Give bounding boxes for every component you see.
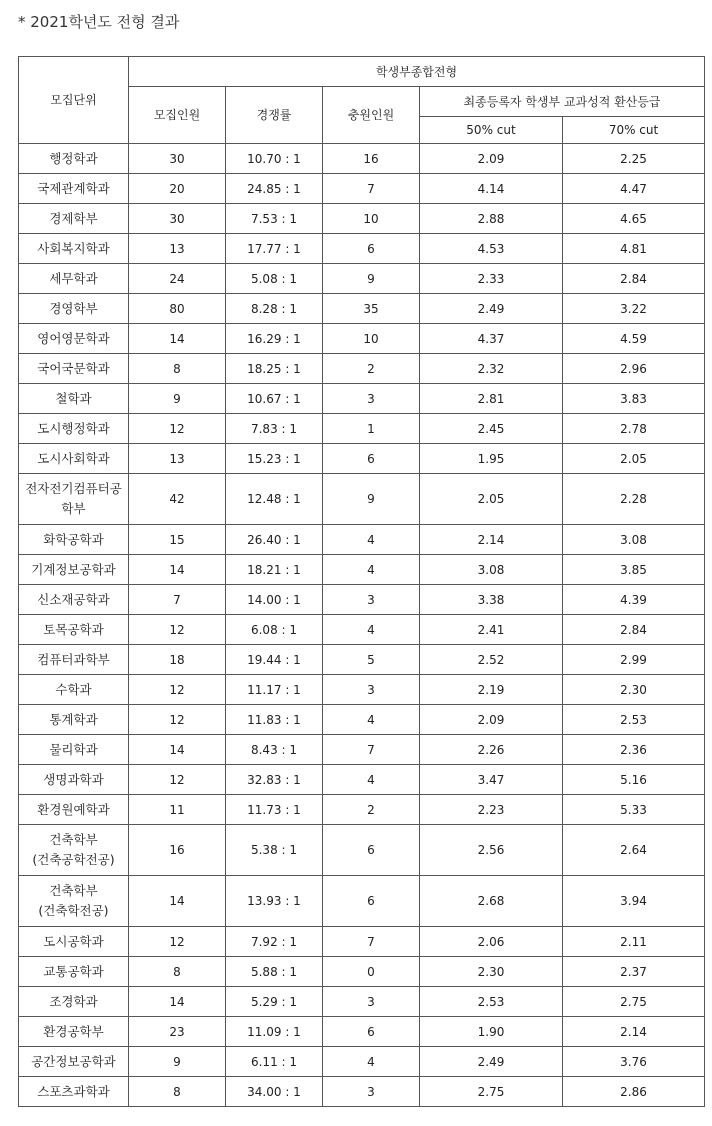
- ratio-cell: 19.44 : 1: [226, 645, 323, 675]
- table-body: [19, 144, 705, 1107]
- table-row: [19, 474, 705, 525]
- quota-cell: 12: [129, 414, 226, 444]
- page-caption: * 2021학년도 전형 결과: [18, 13, 180, 31]
- cut50-cell: 3.38: [420, 585, 563, 615]
- waitlist-cell: 6: [323, 825, 420, 876]
- ratio-cell: 18.25 : 1: [226, 354, 323, 384]
- ratio-cell: 10.67 : 1: [226, 384, 323, 414]
- cut50-cell: 2.49: [420, 1047, 563, 1077]
- quota-cell: 14: [129, 324, 226, 354]
- table-row: [19, 1047, 705, 1077]
- cut50-cell: 2.26: [420, 735, 563, 765]
- unit-cell: 경영학부: [19, 294, 129, 324]
- ratio-cell: 7.92 : 1: [226, 927, 323, 957]
- cut70-cell: 2.30: [563, 675, 705, 705]
- unit-cell: 철학과: [19, 384, 129, 414]
- waitlist-cell: 3: [323, 675, 420, 705]
- quota-cell: 12: [129, 615, 226, 645]
- cut70-cell: 2.99: [563, 645, 705, 675]
- waitlist-cell: 7: [323, 174, 420, 204]
- table-row: [19, 144, 705, 174]
- cut50-cell: 2.75: [420, 1077, 563, 1107]
- cut70-cell: 3.94: [563, 876, 705, 927]
- table-row: [19, 414, 705, 444]
- waitlist-cell: 16: [323, 144, 420, 174]
- cut70-cell: 3.83: [563, 384, 705, 414]
- table-row: [19, 957, 705, 987]
- unit-cell: 건축학부(건축학전공): [19, 876, 129, 927]
- ratio-cell: 12.48 : 1: [226, 474, 323, 525]
- table-row: [19, 825, 705, 876]
- cut50-cell: 4.37: [420, 324, 563, 354]
- table-row: [19, 354, 705, 384]
- cut50-cell: 2.32: [420, 354, 563, 384]
- table-row: [19, 294, 705, 324]
- quota-cell: 14: [129, 555, 226, 585]
- cut50-cell: 2.88: [420, 204, 563, 234]
- table-row: [19, 525, 705, 555]
- unit-cell: 물리학과: [19, 735, 129, 765]
- cut50-cell: 4.53: [420, 234, 563, 264]
- waitlist-cell: 35: [323, 294, 420, 324]
- quota-cell: 23: [129, 1017, 226, 1047]
- cut50-cell: 2.30: [420, 957, 563, 987]
- unit-cell: 수학과: [19, 675, 129, 705]
- quota-cell: 8: [129, 1077, 226, 1107]
- unit-cell: 경제학부: [19, 204, 129, 234]
- ratio-cell: 13.93 : 1: [226, 876, 323, 927]
- quota-cell: 12: [129, 705, 226, 735]
- unit-cell: 건축학부(건축공학전공): [19, 825, 129, 876]
- cut50-cell: 2.19: [420, 675, 563, 705]
- header-cut50: 50% cut: [420, 117, 563, 144]
- table-row: [19, 795, 705, 825]
- ratio-cell: 5.88 : 1: [226, 957, 323, 987]
- waitlist-cell: 4: [323, 705, 420, 735]
- waitlist-cell: 6: [323, 876, 420, 927]
- ratio-cell: 5.08 : 1: [226, 264, 323, 294]
- cut70-cell: 2.14: [563, 1017, 705, 1047]
- cut50-cell: 2.09: [420, 144, 563, 174]
- unit-cell: 환경원예학과: [19, 795, 129, 825]
- cut70-cell: 2.11: [563, 927, 705, 957]
- cut50-cell: 1.95: [420, 444, 563, 474]
- unit-cell: 조경학과: [19, 987, 129, 1017]
- quota-cell: 9: [129, 1047, 226, 1077]
- quota-cell: 8: [129, 957, 226, 987]
- cut50-cell: 4.14: [420, 174, 563, 204]
- ratio-cell: 11.83 : 1: [226, 705, 323, 735]
- quota-cell: 12: [129, 765, 226, 795]
- ratio-cell: 7.83 : 1: [226, 414, 323, 444]
- cut70-cell: 2.86: [563, 1077, 705, 1107]
- cut70-cell: 4.65: [563, 204, 705, 234]
- cut70-cell: 3.08: [563, 525, 705, 555]
- unit-cell: 도시사회학과: [19, 444, 129, 474]
- ratio-cell: 17.77 : 1: [226, 234, 323, 264]
- table-row: [19, 675, 705, 705]
- quota-cell: 14: [129, 735, 226, 765]
- waitlist-cell: 5: [323, 645, 420, 675]
- waitlist-cell: 10: [323, 324, 420, 354]
- unit-cell: 토목공학과: [19, 615, 129, 645]
- cut70-cell: 2.25: [563, 144, 705, 174]
- quota-cell: 42: [129, 474, 226, 525]
- table-row: [19, 444, 705, 474]
- waitlist-cell: 7: [323, 927, 420, 957]
- cut50-cell: 2.49: [420, 294, 563, 324]
- unit-cell: 화학공학과: [19, 525, 129, 555]
- quota-cell: 12: [129, 675, 226, 705]
- cut70-cell: 2.28: [563, 474, 705, 525]
- cut70-cell: 4.59: [563, 324, 705, 354]
- quota-cell: 30: [129, 204, 226, 234]
- unit-cell: 세무학과: [19, 264, 129, 294]
- waitlist-cell: 2: [323, 795, 420, 825]
- unit-cell: 신소재공학과: [19, 585, 129, 615]
- unit-cell: 환경공학부: [19, 1017, 129, 1047]
- unit-cell: 컴퓨터과학부: [19, 645, 129, 675]
- unit-cell: 도시공학과: [19, 927, 129, 957]
- waitlist-cell: 9: [323, 264, 420, 294]
- ratio-cell: 7.53 : 1: [226, 204, 323, 234]
- waitlist-cell: 4: [323, 615, 420, 645]
- cut50-cell: 2.41: [420, 615, 563, 645]
- ratio-cell: 11.73 : 1: [226, 795, 323, 825]
- waitlist-cell: 3: [323, 987, 420, 1017]
- unit-cell: 통계학과: [19, 705, 129, 735]
- table-row: [19, 927, 705, 957]
- unit-cell: 전자전기컴퓨터공학부: [19, 474, 129, 525]
- quota-cell: 30: [129, 144, 226, 174]
- quota-cell: 13: [129, 444, 226, 474]
- cut50-cell: 2.52: [420, 645, 563, 675]
- quota-cell: 8: [129, 354, 226, 384]
- quota-cell: 24: [129, 264, 226, 294]
- waitlist-cell: 3: [323, 1077, 420, 1107]
- waitlist-cell: 9: [323, 474, 420, 525]
- cut50-cell: 2.33: [420, 264, 563, 294]
- ratio-cell: 18.21 : 1: [226, 555, 323, 585]
- table-row: [19, 555, 705, 585]
- table-row: [19, 615, 705, 645]
- ratio-cell: 8.28 : 1: [226, 294, 323, 324]
- unit-cell: 국어국문학과: [19, 354, 129, 384]
- header-waitlist: 충원인원: [323, 87, 420, 144]
- table-row: [19, 876, 705, 927]
- cut70-cell: 2.53: [563, 705, 705, 735]
- cut70-cell: 2.36: [563, 735, 705, 765]
- table-row: [19, 987, 705, 1017]
- unit-cell: 국제관계학과: [19, 174, 129, 204]
- cut70-cell: 2.84: [563, 264, 705, 294]
- cut70-cell: 2.84: [563, 615, 705, 645]
- ratio-cell: 26.40 : 1: [226, 525, 323, 555]
- cut70-cell: 2.78: [563, 414, 705, 444]
- ratio-cell: 11.09 : 1: [226, 1017, 323, 1047]
- unit-cell: 사회복지학과: [19, 234, 129, 264]
- unit-cell: 도시행정학과: [19, 414, 129, 444]
- quota-cell: 13: [129, 234, 226, 264]
- header-ratio: 경쟁률: [226, 87, 323, 144]
- unit-cell: 교통공학과: [19, 957, 129, 987]
- cut50-cell: 1.90: [420, 1017, 563, 1047]
- waitlist-cell: 1: [323, 414, 420, 444]
- ratio-cell: 6.11 : 1: [226, 1047, 323, 1077]
- header-unit: 모집단위: [19, 57, 129, 144]
- quota-cell: 7: [129, 585, 226, 615]
- table-row: [19, 705, 705, 735]
- waitlist-cell: 4: [323, 1047, 420, 1077]
- cut50-cell: 3.47: [420, 765, 563, 795]
- unit-cell: 생명과학과: [19, 765, 129, 795]
- quota-cell: 9: [129, 384, 226, 414]
- waitlist-cell: 7: [323, 735, 420, 765]
- cut50-cell: 2.56: [420, 825, 563, 876]
- cut50-cell: 2.53: [420, 987, 563, 1017]
- ratio-cell: 8.43 : 1: [226, 735, 323, 765]
- cut50-cell: 2.05: [420, 474, 563, 525]
- unit-cell: 행정학과: [19, 144, 129, 174]
- ratio-cell: 14.00 : 1: [226, 585, 323, 615]
- cut70-cell: 2.37: [563, 957, 705, 987]
- cut70-cell: 3.22: [563, 294, 705, 324]
- table-row: [19, 645, 705, 675]
- cut50-cell: 3.08: [420, 555, 563, 585]
- ratio-cell: 34.00 : 1: [226, 1077, 323, 1107]
- table-row: [19, 234, 705, 264]
- cut50-cell: 2.06: [420, 927, 563, 957]
- table-row: [19, 204, 705, 234]
- cut50-cell: 2.14: [420, 525, 563, 555]
- table-row: [19, 264, 705, 294]
- table-header: [19, 57, 705, 144]
- ratio-cell: 15.23 : 1: [226, 444, 323, 474]
- cut70-cell: 3.85: [563, 555, 705, 585]
- quota-cell: 12: [129, 927, 226, 957]
- quota-cell: 15: [129, 525, 226, 555]
- cut50-cell: 2.45: [420, 414, 563, 444]
- waitlist-cell: 10: [323, 204, 420, 234]
- cut50-cell: 2.23: [420, 795, 563, 825]
- waitlist-cell: 3: [323, 384, 420, 414]
- ratio-cell: 5.29 : 1: [226, 987, 323, 1017]
- ratio-cell: 10.70 : 1: [226, 144, 323, 174]
- cut70-cell: 4.39: [563, 585, 705, 615]
- cut70-cell: 2.75: [563, 987, 705, 1017]
- table-row: [19, 384, 705, 414]
- unit-cell: 영어영문학과: [19, 324, 129, 354]
- waitlist-cell: 2: [323, 354, 420, 384]
- cut70-cell: 4.47: [563, 174, 705, 204]
- cut70-cell: 5.16: [563, 765, 705, 795]
- quota-cell: 20: [129, 174, 226, 204]
- waitlist-cell: 6: [323, 1017, 420, 1047]
- quota-cell: 80: [129, 294, 226, 324]
- quota-cell: 16: [129, 825, 226, 876]
- table-row: [19, 735, 705, 765]
- table-row: [19, 174, 705, 204]
- cut50-cell: 2.09: [420, 705, 563, 735]
- header-cut70: 70% cut: [563, 117, 705, 144]
- table-row: [19, 1077, 705, 1107]
- unit-cell: 기계정보공학과: [19, 555, 129, 585]
- waitlist-cell: 3: [323, 585, 420, 615]
- cut70-cell: 5.33: [563, 795, 705, 825]
- waitlist-cell: 0: [323, 957, 420, 987]
- header-grade-group: 최종등록자 학생부 교과성적 환산등급: [420, 87, 705, 117]
- waitlist-cell: 4: [323, 525, 420, 555]
- cut70-cell: 2.05: [563, 444, 705, 474]
- table-row: [19, 765, 705, 795]
- cut50-cell: 2.68: [420, 876, 563, 927]
- cut70-cell: 3.76: [563, 1047, 705, 1077]
- cut50-cell: 2.81: [420, 384, 563, 414]
- quota-cell: 14: [129, 876, 226, 927]
- waitlist-cell: 4: [323, 765, 420, 795]
- cut70-cell: 2.96: [563, 354, 705, 384]
- quota-cell: 11: [129, 795, 226, 825]
- header-quota: 모집인원: [129, 87, 226, 144]
- ratio-cell: 16.29 : 1: [226, 324, 323, 354]
- quota-cell: 18: [129, 645, 226, 675]
- unit-cell: 공간정보공학과: [19, 1047, 129, 1077]
- table-row: [19, 1017, 705, 1047]
- header-group: 학생부종합전형: [129, 57, 705, 87]
- ratio-cell: 5.38 : 1: [226, 825, 323, 876]
- cut70-cell: 2.64: [563, 825, 705, 876]
- ratio-cell: 24.85 : 1: [226, 174, 323, 204]
- quota-cell: 14: [129, 987, 226, 1017]
- ratio-cell: 32.83 : 1: [226, 765, 323, 795]
- waitlist-cell: 6: [323, 444, 420, 474]
- waitlist-cell: 6: [323, 234, 420, 264]
- waitlist-cell: 4: [323, 555, 420, 585]
- admission-results-table: [18, 56, 705, 1107]
- cut70-cell: 4.81: [563, 234, 705, 264]
- ratio-cell: 11.17 : 1: [226, 675, 323, 705]
- table-row: [19, 324, 705, 354]
- ratio-cell: 6.08 : 1: [226, 615, 323, 645]
- unit-cell: 스포츠과학과: [19, 1077, 129, 1107]
- table-row: [19, 585, 705, 615]
